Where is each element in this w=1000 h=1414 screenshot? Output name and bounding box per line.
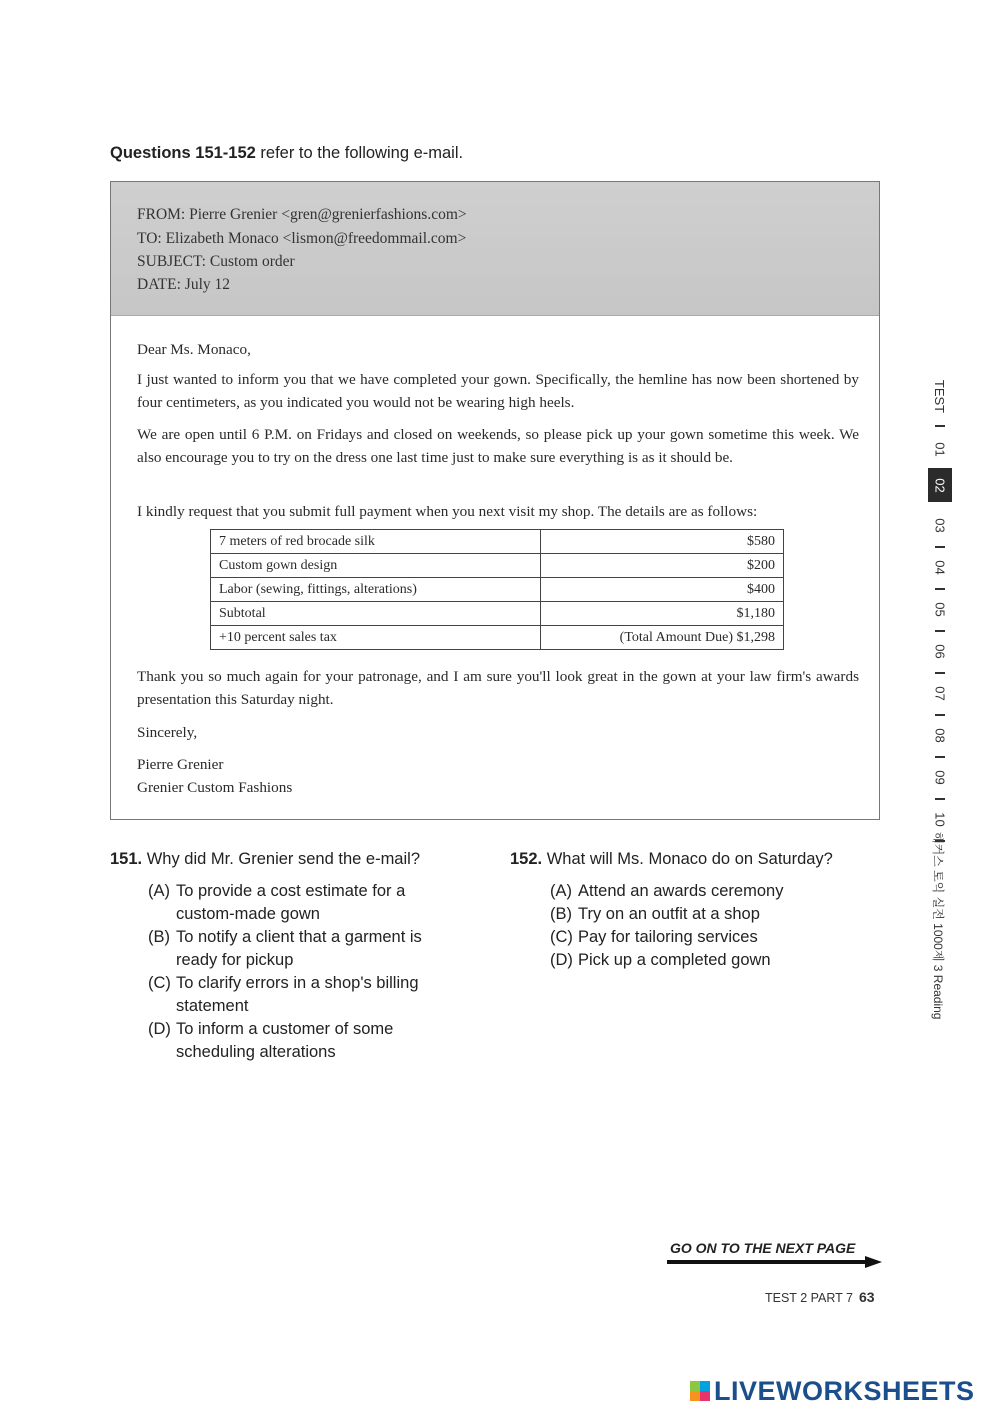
tab-divider [935,546,945,548]
option-text-cont: custom-made gown [176,905,320,923]
sender-name: Pierre Grenier [137,756,224,773]
amount-cell: $400 [541,578,784,602]
option-key: (A) [148,882,170,900]
questions-intro-text: refer to the following e-mail. [255,144,464,162]
tab-divider [935,630,945,632]
email-greeting: Dear Ms. Monaco, [137,341,251,358]
tab-divider [935,714,945,716]
option-151-a[interactable] [148,880,405,926]
table-row [211,602,784,626]
tab-divider [935,425,945,427]
email-paragraph: I kindly request that you submit full payment when you next visit my shop. The details are as follows: [137,503,758,520]
table-row [211,578,784,602]
option-text-cont: scheduling alterations [176,1043,336,1061]
tab-test-01[interactable]: 01 [932,441,948,457]
tab-divider [935,756,945,758]
arrow-right-icon [667,1256,882,1268]
option-key: (C) [550,928,573,946]
option-key: (A) [550,882,572,900]
table-row [211,530,784,554]
liveworksheets-mark-icon [690,1381,710,1401]
amount-cell: $1,180 [541,602,784,626]
amount-cell: (Total Amount Due) $1,298 [541,626,784,650]
option-text: Attend an awards ceremony [578,882,784,900]
option-key: (D) [148,1020,171,1038]
email-signoff: Sincerely, [137,724,198,741]
question-151 [110,850,420,869]
tab-test-03[interactable]: 03 [932,517,948,533]
question-152 [510,850,833,869]
item-cell: 7 meters of red brocade silk [211,530,541,554]
option-151-c[interactable] [148,972,419,1018]
item-cell: Subtotal [211,602,541,626]
tab-test-09[interactable]: 09 [932,769,948,785]
question-text: Why did Mr. Grenier send the e-mail? [146,850,420,868]
option-key: (B) [148,928,170,946]
email-date: DATE: July 12 [137,276,230,293]
option-text: To provide a cost estimate for a [176,882,406,900]
question-number: 151. [110,850,143,868]
option-152-a[interactable] [550,880,783,903]
tab-test-10[interactable]: 10 [932,811,948,827]
tab-test-05[interactable]: 05 [932,601,948,617]
next-page-label: GO ON TO THE NEXT PAGE [670,1240,856,1256]
item-cell: Labor (sewing, fittings, alterations) [211,578,541,602]
tab-divider [935,798,945,800]
tab-test-07[interactable]: 07 [932,685,948,701]
option-key: (B) [550,905,572,923]
option-text: To notify a client that a garment is [176,928,422,946]
questions-range: Questions 151-152 [110,144,256,162]
option-text: Pick up a completed gown [578,951,771,969]
page-footer [765,1289,875,1305]
item-cell: Custom gown design [211,554,541,578]
option-text: To clarify errors in a shop's billing [176,974,419,992]
payment-table [210,529,784,650]
amount-cell: $580 [541,530,784,554]
option-151-b[interactable] [148,926,422,972]
email-subject: SUBJECT: Custom order [137,253,295,270]
questions-intro [110,144,463,163]
email-paragraph: I just wanted to inform you that we have completed your gown. Specifically, the hemline has now been shortened by four centimeters, as you indicated you would not be wearing high heels. [137,371,859,411]
option-152-c[interactable] [550,926,758,949]
table-row [211,626,784,650]
option-text: To inform a customer of some [176,1020,394,1038]
table-row [211,554,784,578]
test-tab-strip [922,372,958,1020]
option-151-d[interactable] [148,1018,393,1064]
tab-test-06[interactable]: 06 [932,643,948,659]
item-cell: +10 percent sales tax [211,626,541,650]
tab-divider [935,588,945,590]
option-key: (C) [148,974,171,992]
option-152-d[interactable] [550,949,771,972]
email-box [110,181,880,820]
sender-company: Grenier Custom Fashions [137,779,293,796]
email-from: FROM: Pierre Grenier <gren@grenierfashions.com> [137,206,467,223]
tab-test-04[interactable]: 04 [932,559,948,575]
brand-name: LIVEWORKSHEETS [714,1375,975,1406]
tab-test-02[interactable]: 02 [928,468,952,502]
option-text: Try on an outfit at a shop [578,905,760,923]
email-header [111,182,879,316]
tab-divider [935,672,945,674]
option-text-cont: ready for pickup [176,951,294,969]
option-text-cont: statement [176,997,249,1015]
tab-test-08[interactable]: 08 [932,727,948,743]
email-to: TO: Elizabeth Monaco <lismon@freedommail.com> [137,230,467,247]
question-number: 152. [510,850,543,868]
amount-cell: $200 [541,554,784,578]
email-closing-paragraph: Thank you so much again for your patronage, and I am sure you'll look great in the gown at your law firm's awards presentation this Saturday night. [137,668,859,708]
option-152-b[interactable] [550,903,760,926]
test-label: TEST [932,379,948,413]
option-text: Pay for tailoring services [578,928,758,946]
liveworksheets-logo [690,1376,975,1406]
question-text: What will Ms. Monaco do on Saturday? [546,850,833,868]
book-title: 해커스 토익 실전 1000제 3 Reading [931,832,945,1020]
email-paragraph: We are open until 6 P.M. on Fridays and closed on weekends, so please pick up your gown sometime this week. We also encourage you to try on the dress one last time just to make sure everything is as it should be. [137,426,859,466]
option-key: (D) [550,951,573,969]
page-number: 63 [859,1289,875,1305]
footer-label: TEST 2 PART 7 [765,1291,854,1305]
